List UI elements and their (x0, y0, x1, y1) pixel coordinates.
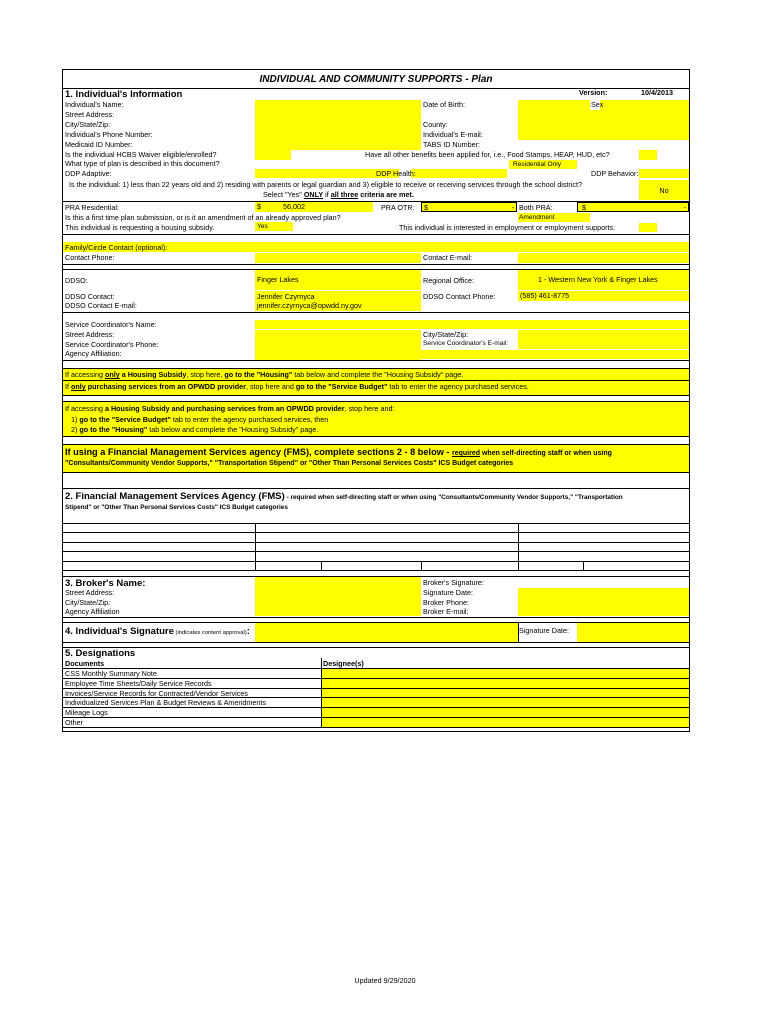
broker-city-label: City/State/Zip: (65, 598, 111, 607)
ddp-health-field[interactable] (411, 169, 507, 178)
ddp-behavior-label: DDP Behavior: (591, 169, 639, 178)
version-label: Version: (579, 88, 608, 97)
ddso-email-label: DDSO Contact E-mail: (65, 301, 137, 310)
document-item: Employee Time Sheets/Daily Service Records (65, 679, 212, 688)
footer-updated: Updated 9/29/2020 (354, 976, 416, 985)
individual-sig-date-field[interactable] (577, 623, 689, 642)
hcbs-label: Is the individual HCBS Waiver eligible/enrolled? (65, 150, 217, 159)
criteria-answer-field[interactable] (639, 180, 689, 200)
regional-office-value: 1 - Western New York & Finger Lakes (538, 275, 658, 284)
ddso-value: Finger Lakes (257, 275, 299, 284)
both-pra-field[interactable] (577, 202, 689, 212)
pra-otr-field[interactable] (421, 202, 517, 212)
ddp-adaptive-label: DDP Adaptive: (65, 169, 112, 178)
instruction-provider-only: If only purchasing services from an OPWDD provider, stop here and go to the "Service Budget" tab to enter the agency purchased services. (65, 382, 529, 391)
section-2-heading: 2. Financial Management Services Agency (FMS) - required when self-directing staff or when using "Consultants/Community Vendor Supports," "Transportation (65, 491, 623, 502)
instruction-step-2: 2) go to the "Housing" tab below and complete the "Housing Subsidy" page. (71, 425, 319, 434)
benefits-label: Have all other benefits been applied for, i.e., Food Stamps, HEAP, HUD, etc? (365, 150, 610, 159)
coordinator-agency-label: Agency Affiliation: (65, 349, 122, 358)
coordinator-phone-label: Service Coordinator's Phone: (65, 340, 159, 349)
pra-otr-dollar: $ (424, 203, 428, 212)
contact-phone-field[interactable] (255, 253, 421, 263)
broker-sig-date-label: Signature Date: (423, 588, 473, 597)
document-item: Individualized Services Plan & Budget Reviews & Amendments (65, 698, 266, 707)
first-time-value: Amendment (519, 214, 555, 221)
housing-subsidy-field[interactable] (255, 222, 293, 231)
section-1-heading: 1. Individual's Information (65, 89, 183, 100)
documents-column-header: Documents (65, 659, 105, 668)
instruction-both: If accessing a Housing Subsidy and purchasing services from an OPWDD provider, stop here and: (65, 404, 395, 413)
plan-type-value: Residential Only (513, 161, 562, 168)
individual-signature-field[interactable] (255, 623, 518, 642)
ddp-health-label: DDP Health: (376, 169, 416, 178)
contact-phone-label: Contact Phone: (65, 253, 115, 262)
pra-residential-field[interactable] (255, 202, 373, 212)
individual-info-fields[interactable] (255, 100, 421, 150)
street-label: Street Address: (65, 110, 115, 119)
criteria-question: Is the individual: 1) less than 22 years old and 2) residing with parents or legal guardian and 3) eligible to receive or receiving services through the school district? (69, 180, 582, 189)
document-item: Other (65, 718, 83, 727)
city-label: City/State/Zip: (65, 120, 111, 129)
employment-field[interactable] (639, 223, 657, 232)
name-label: Individual's Name: (65, 100, 124, 109)
instruction-housing-only: If accessing only a Housing Subsidy, stop here, go to the "Housing" tab below and complete the "Housing Subsidy" page. (65, 370, 464, 379)
criteria-note: Select "Yes" ONLY if all three criteria are met. (263, 190, 414, 199)
designees-column-header: Designee(s) (323, 659, 364, 668)
housing-subsidy-label: This individual is requesting a housing subsidy. (65, 223, 215, 232)
email-label: Individual's E-mail: (423, 130, 483, 139)
dob-label: Date of Birth: (423, 100, 465, 109)
coordinator-name-field[interactable] (255, 320, 689, 329)
contact-email-label: Contact E-mail: (423, 253, 473, 262)
both-pra-label: Both PRA: (519, 203, 553, 212)
document-item: Invoices/Service Records for Contracted/Vendor Services (65, 689, 248, 698)
both-pra-amount: - (683, 203, 686, 212)
document-item: CSS Monthly Summary Note (65, 669, 157, 678)
broker-right-fields[interactable] (518, 588, 689, 616)
regional-office-label: Regional Office: (423, 276, 475, 285)
benefits-field[interactable] (639, 150, 657, 160)
coordinator-name-label: Service Coordinator's Name: (65, 320, 157, 329)
dob-field[interactable] (518, 100, 590, 110)
ddso-contact-label: DDSO Contact: (65, 292, 115, 301)
ics-plan-form (62, 69, 690, 732)
medicaid-label: Medicaid ID Number: (65, 140, 133, 149)
broker-street-label: Street Address: (65, 588, 115, 597)
section-2-note: Stipend" or "Other Than Personal Services Costs" ICS Budget categories (65, 504, 288, 511)
individual-sig-date-label: Signature Date: (519, 626, 569, 635)
ddso-contact-field[interactable] (255, 291, 421, 311)
coordinator-city-label: City/State/Zip: (423, 330, 469, 339)
coordinator-agency-field[interactable] (255, 350, 689, 359)
contact-email-field[interactable] (518, 253, 689, 263)
section-5-heading: 5. Designations (65, 648, 136, 659)
ddp-behavior-field[interactable] (639, 169, 689, 178)
ddso-phone-field[interactable] (518, 291, 689, 301)
county-email-tabs-fields[interactable] (518, 110, 689, 140)
pra-residential-label: PRA Residential: (65, 203, 119, 212)
criteria-answer-value: No (659, 186, 669, 195)
first-time-label: Is this a first time plan submission, or is it an amendment of an already approved plan? (65, 213, 341, 222)
employment-label: This individual is interested in employment or employment supports: (399, 223, 616, 232)
broker-fields[interactable] (255, 577, 421, 616)
fms-note-line-1: If using a Financial Management Services agency (FMS), complete sections 2 - 8 below - required when self-directing staff or when using (65, 447, 612, 457)
regional-office-field[interactable] (518, 270, 689, 290)
pra-otr-amount: - (511, 203, 514, 212)
broker-phone-label: Broker Phone: (423, 598, 469, 607)
section-4-heading: 4. Individual's Signature (indicates content approval): (65, 626, 250, 637)
phone-label: Individual's Phone Number: (65, 130, 153, 139)
ddso-contact-value: Jennifer Czyrnyca (257, 292, 315, 301)
first-time-field[interactable] (518, 213, 590, 222)
document-item: Mileage Logs (65, 708, 108, 717)
family-contact-label: Family/Circle Contact (optional): (65, 243, 168, 252)
coordinator-street-label: Street Address: (65, 330, 115, 339)
sex-label: Sex (591, 100, 604, 109)
ddso-field[interactable] (255, 270, 421, 290)
plan-type-field[interactable] (509, 160, 577, 169)
pra-res-amount: 56,002 (283, 202, 305, 211)
hcbs-field[interactable] (255, 150, 291, 160)
sex-field[interactable] (600, 100, 689, 110)
broker-agency-label: Agency Affiliation (65, 607, 120, 616)
pra-res-dollar: $ (257, 202, 261, 211)
housing-subsidy-value: Yes (257, 223, 268, 230)
section-3-heading: 3. Broker's Name: (65, 578, 146, 589)
ddso-label: DDSO: (65, 276, 88, 285)
county-label: County: (423, 120, 448, 129)
both-pra-dollar: $ (582, 203, 586, 212)
instruction-step-1: 1) go to the "Service Budget" tab to enter the agency purchased services, then (71, 415, 329, 424)
ddso-phone-value: (585) 461-8775 (520, 291, 570, 300)
pra-otr-label: PRA OTR: (381, 203, 415, 212)
form-title: INDIVIDUAL AND COMMUNITY SUPPORTS - Plan (259, 74, 493, 85)
broker-signature-label: Broker's Signature: (423, 578, 484, 587)
coordinator-email-label: Service Coordinator's E-mail: (423, 340, 509, 347)
coordinator-city-email-fields[interactable] (518, 330, 689, 349)
ddso-contact-phone-label: DDSO Contact Phone: (423, 292, 496, 301)
broker-email-label: Broker E-mail: (423, 607, 469, 616)
plan-type-label: What type of plan is described in this document? (65, 159, 220, 168)
tabs-label: TABS ID Number: (423, 140, 480, 149)
version-date: 10/4/2013 (641, 88, 673, 97)
ddso-email-value: jennifer.czyrnyca@opwdd.ny.gov (257, 301, 362, 310)
fms-note-line-2: "Consultants/Community Vendor Supports," "Transportation Stipend" or "Other Than Personal Services Costs" ICS Budget categories (65, 460, 514, 467)
